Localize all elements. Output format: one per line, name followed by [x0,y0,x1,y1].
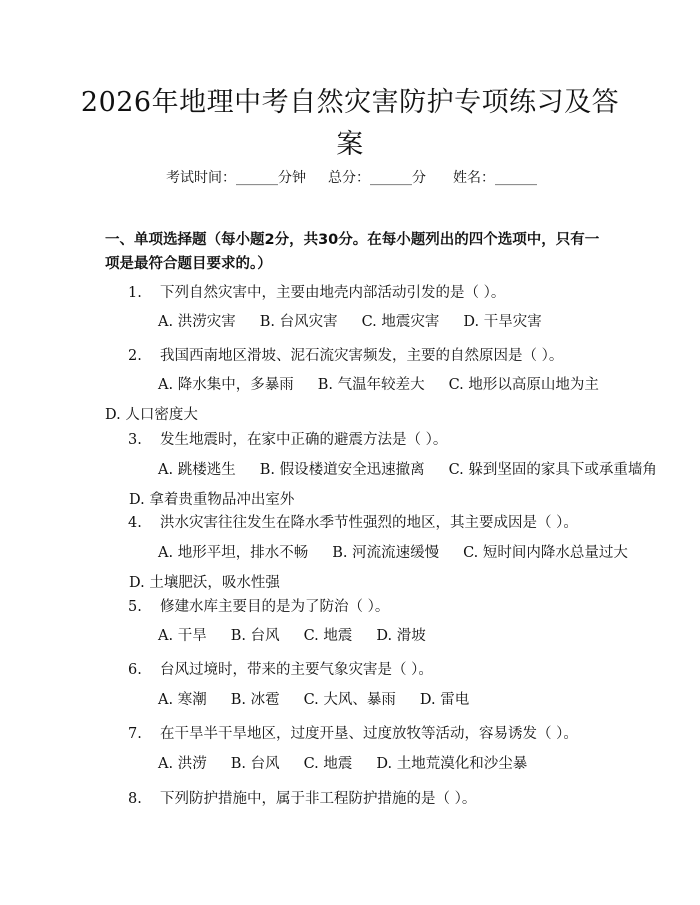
title-line-2: 案 [336,129,364,160]
question-6-options [105,685,600,715]
option-c: C. 地形以高原山地为主 [448,377,599,393]
question-text: 下列自然灾害中，主要由地壳内部活动引发的是（ ）。 [160,285,506,301]
question-number: 2. [128,348,142,364]
option-a: A. 洪涝灾害 [158,314,236,330]
question-7-options [105,749,600,779]
option-d: D. 拿着贵重物品冲出室外 [129,492,295,508]
option-c: C. 短时间内降水总量过大 [463,545,628,561]
exam-name: 姓名：______ [453,170,537,186]
question-text: 我国西南地区滑坡、泥石流灾害频发，主要的自然原因是（ ）。 [160,348,564,364]
question-text: 台风过境时，带来的主要气象灾害是（ ）。 [160,662,433,678]
option-d: D. 土壤肥沃，吸水性强 [129,575,280,591]
section-title: 一、单项选择题（每小题2分，共30分。在每小题列出的四个选项中，只有一项是最符合题目要求的。） [105,232,600,272]
option-d: D. 滑坡 [376,628,426,644]
question-number: 3. [128,432,142,448]
question-text: 下列防护措施中，属于非工程防护措施的是（ ）。 [160,791,477,807]
document-title [60,82,640,166]
option-d: D. 雷电 [419,692,470,708]
exam-score: 总分：______分 [328,170,426,186]
option-c: C. 躲到坚固的家具下或承重墙角 [448,462,657,478]
question-1-options [105,307,600,337]
question-number: 6. [128,662,142,678]
question-number: 4. [128,515,142,531]
option-b: B. 台风 [230,756,280,772]
option-a: A. 降水集中，多暴雨 [158,377,294,393]
question-number: 7. [128,726,142,742]
option-a: A. 洪涝 [158,756,207,772]
option-d: D. 人口密度大 [105,407,198,423]
question-text: 发生地震时，在家中正确的避震方法是（ ）。 [160,432,448,448]
option-c: C. 大风、暴雨 [303,692,396,708]
option-a: A. 跳楼逃生 [158,462,236,478]
option-a: A. 干旱 [158,628,207,644]
option-b: B. 气温年较差大 [317,377,425,393]
option-b: B. 假设楼道安全迅速撤离 [259,462,425,478]
option-c: C. 地震 [303,756,353,772]
option-a: A. 寒潮 [158,692,207,708]
option-b: B. 台风 [230,628,280,644]
option-b: B. 河流流速缓慢 [332,545,440,561]
exam-time: 考试时间：______分钟 [166,170,306,186]
option-d: D. 干旱灾害 [463,314,542,330]
question-text: 洪水灾害往往发生在降水季节性强烈的地区，其主要成因是（ ）。 [160,515,578,531]
option-c: C. 地震 [303,628,353,644]
option-d: D. 土地荒漠化和沙尘暴 [376,756,528,772]
option-b: B. 台风灾害 [259,314,338,330]
question-number: 1. [128,285,142,301]
question-4-options [105,538,628,598]
question-5-options [105,621,600,651]
question-text: 修建水库主要目的是为了防治（ ）。 [160,599,390,615]
question-2-options [105,370,600,430]
question-text: 在干旱半干旱地区，过度开垦、过度放牧等活动，容易诱发（ ）。 [160,726,578,742]
option-b: B. 冰雹 [230,692,280,708]
title-line-1: 2026年地理中考自然灾害防护专项练习及答 [80,87,620,118]
option-a: A. 地形平坦，排水不畅 [158,545,309,561]
option-c: C. 地震灾害 [361,314,440,330]
question-3-options [105,455,657,515]
question-number: 8. [128,791,142,807]
question-number: 5. [128,599,142,615]
exam-info [0,168,700,188]
